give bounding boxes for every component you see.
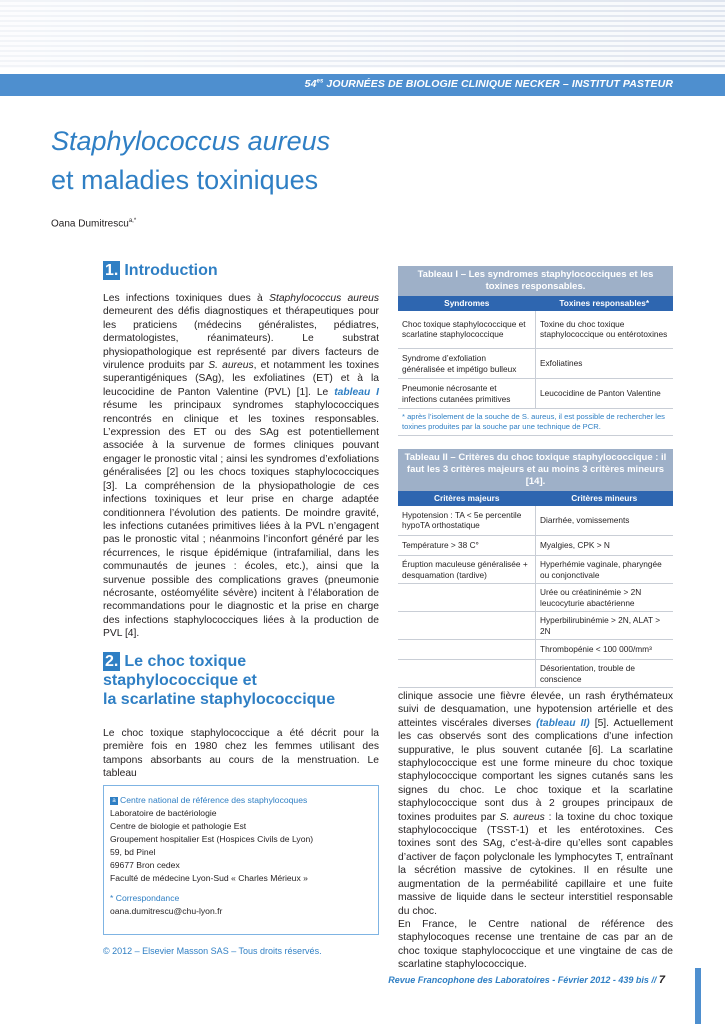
section1-body: Les infections toxiniques dues à Staphylococcus aureus demeurent des défis diagnostiques et thérapeutiques pour les praticiens (médecins généralistes, pédiatres, dermatologistes, réanimateurs). Le substrat physiopathologique est représenté par divers facteurs de virulence produits par S. aureus, et notamment les toxines superantigéniques (SAg), les exfoliatines (ET) et à la leucocidine de Panton Valentine (PVL) [1]. Le tableau I résume les principaux syndromes staphylococciques rencontrés en clinique et les toxines responsables. L’expression des ET ou des SAg est potentiellement associée à la survenue de formes cliniques pouvant engager le pronostic vital ; ainsi les syndromes d’exfoliations généralisées [2] ou les chocs toxiques staphylococciques [3]. La compréhension de la physiopathologie de ces infections toxiniques et leur prise en charge adaptée conditionnera l’évolution des patients. De moindre gravité, les infections cutanées primitives liées à la PVL n’engagent pas le pronostic vital ; néanmoins l’inconfort généré par les récurrences, le risque épidémique (intrafamilial, dans les communautés de jeunes : écoles, etc.), ainsi que la survenue possible des complications graves (pneumonie nécrosante, ostéomyélite sévère) incitent à l’élaboration de recommandations pour le diagnostic et la prise en charge des infections staphylococciques liées à la production de PVL [4].: [103, 293, 380, 640]
table2-caption: Tableau II – Critères du choc toxique staphylococcique : il faut les 3 critères majeurs et au moins 3 critères mineurs [14].: [398, 449, 673, 491]
table2-col-header: Critères mineurs: [536, 491, 674, 506]
section2-body-left: Le choc toxique staphylococcique a été décrit pour la première fois en 1980 chez les femmes utilisant des tampons absorbants au cours de la menstruation. Le tableau: [103, 728, 379, 780]
article-title-line2: et maladies toxiniques: [51, 165, 319, 195]
article-title-line1: Staphylococcus aureus: [51, 126, 331, 156]
journal-title: $54^{es}$ JOURNÉES DE BIOLOGIE CLINIQUE NECKER – INSTITUT PASTEUR: [304, 78, 673, 90]
section1-heading: [103, 261, 218, 280]
table-row: Hypotension : TA < 5e percentile hypoTA orthostatique Diarrhée, vomissements: [398, 506, 673, 536]
section2-heading: 2. Le choc toxique staphylococcique et la scarlatine staphylococcique: [103, 653, 336, 708]
page-footer: Revue Francophone des Laboratoires - Février 2012 - 439 bis // 7: [388, 974, 665, 986]
copyright: © 2012 – Elsevier Masson SAS – Tous droits réservés.: [103, 946, 322, 956]
table1-caption: Tableau I – Les syndromes staphylococciques et les toxines responsables.: [398, 266, 673, 296]
table1-col-header: Toxines responsables*: [536, 296, 674, 311]
table-row: Urée ou créatininémie > 2N leucocyturie abactérienne: [398, 584, 673, 612]
table2: [398, 449, 673, 688]
footer-accent-bar: [695, 968, 701, 1024]
table2-col-header: Critères majeurs: [398, 491, 536, 506]
table-row: Désorientation, trouble de conscience: [398, 660, 673, 688]
table-row: Température > 38 C° Myalgies, CPK > N: [398, 536, 673, 556]
table1-col-header: Syndromes: [398, 296, 536, 311]
author-email[interactable]: oana.dumitrescu@chu-lyon.fr: [110, 906, 223, 916]
table-row: Thrombopénie < 100 000/mm³: [398, 640, 673, 660]
table-row: Hyperbilirubinémie > 2N, ALAT > 2N: [398, 612, 673, 640]
table2-link[interactable]: (tableau II): [536, 717, 590, 729]
section2-body-right: clinique associe une fièvre élevée, un rash érythémateux suivi de desquamation, une hypotension artérielle et des atteintes viscérales diverses (tableau II) [5]. Actuellement les cas observés sont des complications d’une infection suppurative, le plus souvent cutanée [6]. La scarlatine staphylococcique est une forme mineure du choc toxique staphylococcique comportant les signes cutanés sans les signes du choc. Le choc toxique et la scarlatine staphylococcique sont dus à 2 groupes principaux de toxines produites par S. aureus : la toxine du choc toxique staphylococcique (TSST-1) et les entérotoxines. Ces toxines sont des SAg, c’est-à-dire qu’elles sont capables d’activer de façon polyclonale les lymphocytes T, entraînant la sécrétion massive de cytokines. Il en résulte une augmentation de la perméabilité capillaire et une fuite massive de liquide dans le secteur interstitiel responsable du choc. En France, le Centre national de référence des staphylocoques recense une trentaine de cas par an de choc toxique staphylococcique et une vingtaine de cas de scarlatine staphylococcique.: [398, 691, 673, 971]
table-row: Pneumonie nécrosante et infections cutanées primitives Leucocidine de Panton Valentine: [398, 379, 673, 409]
affiliation-box: a Centre national de référence des staphylocoques Laboratoire de bactériologie Centre de biologie et pathologie Est Groupement hospitalier Est (Hospices Civils de Lyon) 59, bd Pinel 69677 Bron cedex Faculté de médecine Lyon-Sud « Charles Mérieux » * Correspondance oana.dumitrescu@chu-lyon.fr: [103, 785, 379, 935]
section2-number: 2.: [105, 653, 119, 670]
header-stripes: [0, 0, 725, 68]
table-row: Choc toxique staphylococcique et scarlatine staphylococcique Toxine du choc toxique staphylococcique ou entérotoxines: [398, 311, 673, 349]
table-row: Syndrome d’exfoliation généralisée et impétigo bulleux Exfoliatines: [398, 349, 673, 379]
table-row: Éruption maculeuse généralisée + desquamation (tardive) Hyperhémie vaginale, pharyngée ou conjonctivale: [398, 556, 673, 584]
page-number: 7: [658, 974, 665, 986]
table1-footnote: * après l’isolement de la souche de S. aureus, il est possible de rechercher les toxines produites par la souche par une technique de PCR.: [398, 409, 673, 436]
table1: [398, 266, 673, 436]
section1-title: Introduction: [124, 262, 218, 279]
section1-number: 1.: [105, 262, 119, 279]
author: Oana Dumitrescu$^{a,*}$: [51, 218, 137, 230]
affiliation-mark: a: [110, 797, 118, 805]
table1-link[interactable]: tableau I: [334, 386, 379, 398]
